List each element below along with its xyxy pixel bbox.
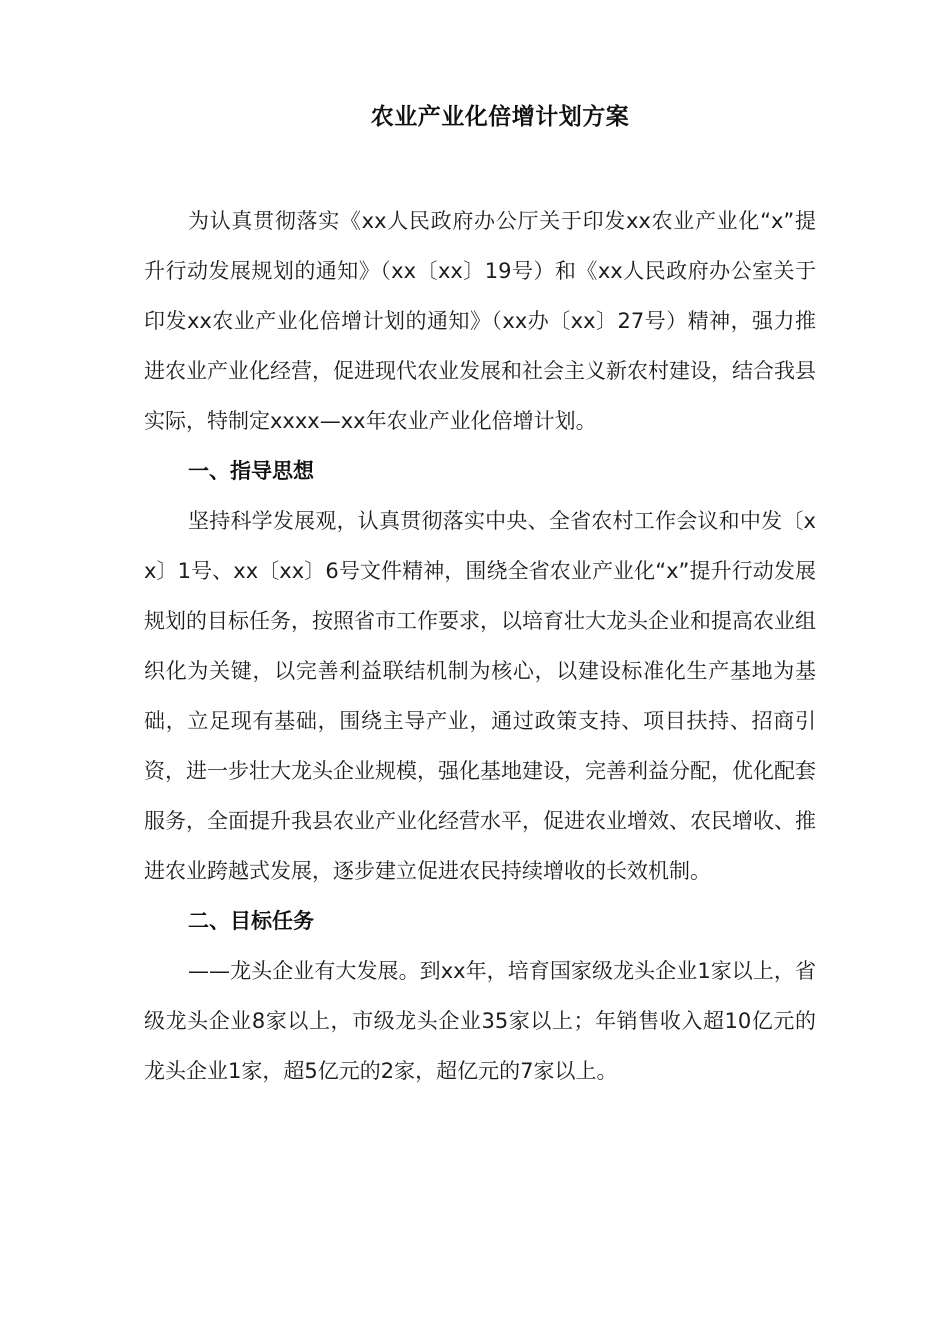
targets-paragraph: ——龙头企业有大发展。到xx年，培育国家级龙头企业1家以上，省级龙头企业8家以上，市级龙头企业35家以上；年销售收入超10亿元的龙头企业1家，超5亿元的2家，超亿元的7家以上。 xyxy=(144,959,816,1083)
document-body xyxy=(144,196,816,1096)
document-title: 农业产业化倍增计划方案 xyxy=(370,104,630,130)
intro-paragraph: 为认真贯彻落实《xx人民政府办公厅关于印发xx农业产业化“x”提升行动发展规划的通知》（xx〔xx〕19号）和《xx人民政府办公室关于印发xx农业产业化倍增计划的通知》（xx办〔xx〕27号）精神，强力推进农业产业化经营，促进现代农业发展和社会主义新农村建设，结合我县实际，特制定xxxx—xx年农业产业化倍增计划。 xyxy=(144,209,816,433)
section-heading-targets: 二、目标任务 xyxy=(188,909,314,933)
guiding-ideology-paragraph: 坚持科学发展观，认真贯彻落实中央、全省农村工作会议和中发〔xx〕1号、xx〔xx〕6号文件精神，围绕全省农业产业化“x”提升行动发展规划的目标任务，按照省市工作要求，以培育壮大龙头企业和提高农业组织化为关键，以完善利益联结机制为核心，以建设标准化生产基地为基础，立足现有基础，围绕主导产业，通过政策支持、项目扶持、招商引资，进一步壮大龙头企业规模，强化基地建设，完善利益分配，优化配套服务，全面提升我县农业产业化经营水平，促进农业增效、农民增收、推进农业跨越式发展，逐步建立促进农民持续增收的长效机制。 xyxy=(144,509,816,883)
section-heading-guiding-ideology: 一、指导思想 xyxy=(188,459,314,483)
